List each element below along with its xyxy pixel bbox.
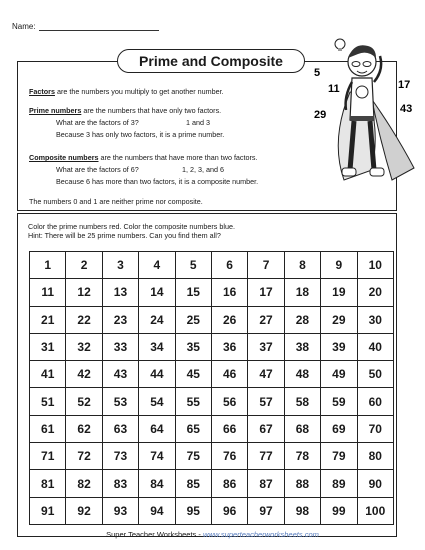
grid-cell[interactable]: 70	[357, 415, 393, 442]
composite-term: Composite numbers	[29, 153, 99, 162]
grid-cell[interactable]: 5	[175, 252, 211, 279]
grid-cell[interactable]: 16	[211, 279, 247, 306]
factors-term: Factors	[29, 87, 55, 96]
grid-row	[30, 361, 394, 388]
grid-cell[interactable]: 19	[321, 279, 357, 306]
grid-cell[interactable]: 18	[284, 279, 320, 306]
grid-cell[interactable]: 36	[211, 333, 247, 360]
grid-cell[interactable]: 61	[30, 415, 66, 442]
grid-cell[interactable]: 25	[175, 306, 211, 333]
grid-row	[30, 306, 394, 333]
grid-cell[interactable]: 17	[248, 279, 284, 306]
cartoon-number: 11	[328, 83, 340, 95]
footer-separator: -	[196, 530, 203, 539]
factors-text: are the numbers you multiply to get another number.	[54, 87, 224, 96]
grid-cell[interactable]: 72	[66, 443, 102, 470]
grid-cell[interactable]: 86	[211, 470, 247, 497]
grid-cell[interactable]: 22	[66, 306, 102, 333]
grid-cell[interactable]: 54	[139, 388, 175, 415]
grid-cell[interactable]: 80	[357, 443, 393, 470]
factors-definition	[29, 87, 224, 96]
grid-row	[30, 252, 394, 279]
name-underline	[39, 22, 159, 31]
grid-cell[interactable]: 97	[248, 497, 284, 524]
grid-cell[interactable]: 59	[321, 388, 357, 415]
grid-cell[interactable]: 56	[211, 388, 247, 415]
grid-cell[interactable]: 74	[139, 443, 175, 470]
grid-cell[interactable]: 23	[102, 306, 138, 333]
grid-cell[interactable]: 98	[284, 497, 320, 524]
grid-cell[interactable]: 21	[30, 306, 66, 333]
right-boot	[370, 168, 384, 176]
grid-cell[interactable]: 39	[321, 333, 357, 360]
number-grid	[29, 251, 394, 525]
grid-cell[interactable]: 55	[175, 388, 211, 415]
grid-row	[30, 443, 394, 470]
grid-cell[interactable]: 94	[139, 497, 175, 524]
grid-cell[interactable]: 51	[30, 388, 66, 415]
name-label: Name:	[12, 22, 36, 31]
grid-cell[interactable]: 83	[102, 470, 138, 497]
grid-cell[interactable]: 71	[30, 443, 66, 470]
grid-cell[interactable]: 58	[284, 388, 320, 415]
grid-cell[interactable]: 50	[357, 361, 393, 388]
grid-cell[interactable]: 77	[248, 443, 284, 470]
left-boot	[342, 168, 356, 176]
belt-shape	[350, 116, 374, 121]
grid-cell[interactable]: 6	[211, 252, 247, 279]
grid-cell[interactable]: 57	[248, 388, 284, 415]
superhero-cartoon	[310, 30, 420, 195]
grid-cell[interactable]: 44	[139, 361, 175, 388]
page-title: Prime and Composite	[117, 49, 305, 73]
grid-cell[interactable]: 3	[102, 252, 138, 279]
grid-cell[interactable]: 62	[66, 415, 102, 442]
grid-cell[interactable]: 26	[211, 306, 247, 333]
grid-cell[interactable]: 13	[102, 279, 138, 306]
grid-cell[interactable]: 85	[175, 470, 211, 497]
grid-cell[interactable]: 30	[357, 306, 393, 333]
neither-note: The numbers 0 and 1 are neither prime nor composite.	[29, 197, 203, 206]
grid-cell[interactable]: 93	[102, 497, 138, 524]
composite-question: What are the factors of 6?	[56, 165, 139, 174]
prime-question: What are the factors of 3?	[56, 118, 139, 127]
grid-cell[interactable]: 60	[357, 388, 393, 415]
grid-cell[interactable]: 49	[321, 361, 357, 388]
prime-because: Because 3 has only two factors, it is a prime number.	[56, 130, 225, 139]
grid-cell[interactable]: 11	[30, 279, 66, 306]
grid-cell[interactable]: 63	[102, 415, 138, 442]
grid-cell[interactable]: 10	[357, 252, 393, 279]
cartoon-number: 43	[400, 103, 413, 115]
cartoon-number: 17	[398, 79, 411, 91]
lightbulb-base	[338, 48, 342, 51]
grid-cell[interactable]: 95	[175, 497, 211, 524]
grid-cell[interactable]: 91	[30, 497, 66, 524]
grid-cell[interactable]: 65	[175, 415, 211, 442]
grid-cell[interactable]: 31	[30, 333, 66, 360]
grid-cell[interactable]: 88	[284, 470, 320, 497]
grid-cell[interactable]: 47	[248, 361, 284, 388]
prime-definition	[29, 106, 221, 115]
grid-cell[interactable]: 34	[139, 333, 175, 360]
grid-cell[interactable]: 2	[66, 252, 102, 279]
grid-cell[interactable]: 67	[248, 415, 284, 442]
grid-cell[interactable]: 41	[30, 361, 66, 388]
composite-definition	[29, 153, 258, 162]
grid-cell[interactable]: 35	[175, 333, 211, 360]
grid-cell[interactable]: 27	[248, 306, 284, 333]
grid-cell[interactable]: 38	[284, 333, 320, 360]
instructions-line-2: Hint: There will be 25 prime numbers. Can you find them all?	[28, 231, 221, 240]
grid-row	[30, 415, 394, 442]
composite-answer: 1, 2, 3, and 6	[182, 165, 224, 174]
grid-cell[interactable]: 96	[211, 497, 247, 524]
grid-cell[interactable]: 87	[248, 470, 284, 497]
grid-cell[interactable]: 15	[175, 279, 211, 306]
grid-cell[interactable]: 100	[357, 497, 393, 524]
grid-cell[interactable]: 7	[248, 252, 284, 279]
grid-cell[interactable]: 32	[66, 333, 102, 360]
footer-url[interactable]: www.superteacherworksheets.com	[202, 530, 319, 539]
grid-cell[interactable]: 14	[139, 279, 175, 306]
grid-cell[interactable]: 12	[66, 279, 102, 306]
footer	[0, 530, 425, 539]
grid-cell[interactable]: 89	[321, 470, 357, 497]
grid-cell[interactable]: 73	[102, 443, 138, 470]
grid-cell[interactable]: 48	[284, 361, 320, 388]
grid-cell[interactable]: 84	[139, 470, 175, 497]
grid-cell[interactable]: 90	[357, 470, 393, 497]
grid-cell[interactable]: 20	[357, 279, 393, 306]
grid-cell[interactable]: 24	[139, 306, 175, 333]
composite-because: Because 6 has more than two factors, it is a composite number.	[56, 177, 259, 186]
name-field[interactable]	[12, 22, 159, 31]
grid-row	[30, 497, 394, 524]
prime-term: Prime numbers	[29, 106, 82, 115]
grid-cell[interactable]: 45	[175, 361, 211, 388]
composite-text: are the numbers that have more than two factors.	[98, 153, 258, 162]
footer-brand: Super Teacher Worksheets	[106, 530, 197, 539]
grid-cell[interactable]: 1	[30, 252, 66, 279]
grid-row	[30, 470, 394, 497]
grid-cell[interactable]: 81	[30, 470, 66, 497]
grid-cell[interactable]: 69	[321, 415, 357, 442]
torso-shape	[350, 78, 374, 120]
grid-cell[interactable]: 78	[284, 443, 320, 470]
prime-text: are the numbers that have only two factors.	[81, 106, 222, 115]
instructions-line-1: Color the prime numbers red. Color the composite numbers blue.	[28, 222, 235, 231]
grid-cell[interactable]: 99	[321, 497, 357, 524]
grid-cell[interactable]: 43	[102, 361, 138, 388]
lightbulb-icon	[335, 39, 345, 49]
prime-answer: 1 and 3	[186, 118, 210, 127]
grid-cell[interactable]: 82	[66, 470, 102, 497]
cartoon-number: 29	[314, 109, 327, 121]
grid-cell[interactable]: 46	[211, 361, 247, 388]
grid-cell[interactable]: 68	[284, 415, 320, 442]
grid-cell[interactable]: 79	[321, 443, 357, 470]
cartoon-number: 5	[314, 67, 321, 79]
grid-cell[interactable]: 37	[248, 333, 284, 360]
grid-row	[30, 333, 394, 360]
grid-cell[interactable]: 40	[357, 333, 393, 360]
grid-cell[interactable]: 66	[211, 415, 247, 442]
grid-cell[interactable]: 52	[66, 388, 102, 415]
grid-cell[interactable]: 92	[66, 497, 102, 524]
grid-cell[interactable]: 75	[175, 443, 211, 470]
grid-cell[interactable]: 33	[102, 333, 138, 360]
grid-cell[interactable]: 42	[66, 361, 102, 388]
grid-row	[30, 388, 394, 415]
grid-cell[interactable]: 64	[139, 415, 175, 442]
grid-cell[interactable]: 53	[102, 388, 138, 415]
grid-cell[interactable]: 76	[211, 443, 247, 470]
grid-cell[interactable]: 8	[284, 252, 320, 279]
grid-cell[interactable]: 29	[321, 306, 357, 333]
grid-cell[interactable]: 4	[139, 252, 175, 279]
grid-row	[30, 279, 394, 306]
grid-cell[interactable]: 28	[284, 306, 320, 333]
grid-cell[interactable]: 9	[321, 252, 357, 279]
